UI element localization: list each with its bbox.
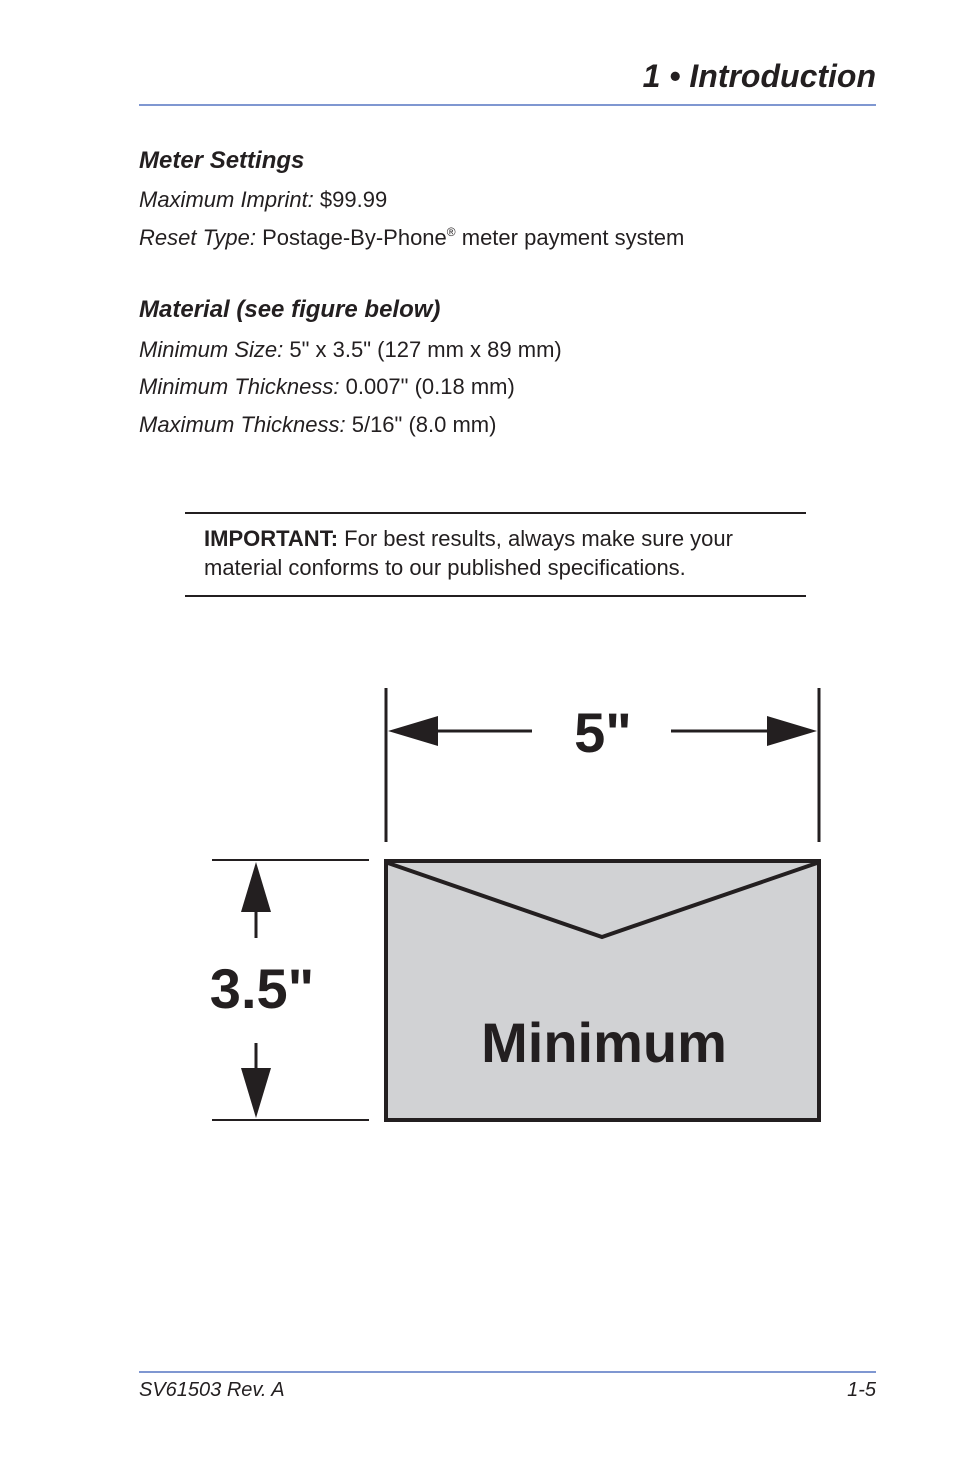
reset-type-value: Postage-By-Phone: [262, 225, 447, 250]
height-arrow-down-icon: [241, 1068, 271, 1118]
height-arrow-up-icon: [241, 862, 271, 912]
height-label: 3.5": [209, 957, 315, 1020]
important-body: For best results, always make sure your material conforms to our published specifications.: [204, 526, 733, 580]
width-arrow-left-icon: [388, 716, 438, 746]
reset-type-label: Reset Type:: [139, 225, 256, 250]
footer-page-number: 1-5: [847, 1379, 876, 1401]
envelope-label: Minimum: [481, 1011, 727, 1074]
max-thickness-label: Maximum Thickness:: [139, 412, 346, 437]
max-imprint-value: $99.99: [319, 187, 388, 212]
max-imprint-label: Maximum Imprint:: [139, 187, 314, 212]
registered-mark: ®: [446, 225, 456, 239]
meter-settings-heading: Meter Settings: [139, 147, 305, 174]
material-heading: Material (see figure below): [139, 296, 441, 323]
reset-type-suffix: meter payment system: [461, 225, 685, 250]
min-thickness-value: 0.007" (0.18 mm): [345, 374, 515, 399]
max-thickness-value: 5/16" (8.0 mm): [351, 412, 497, 437]
min-thickness-label: Minimum Thickness:: [139, 374, 340, 399]
footer-doc-id: SV61503 Rev. A: [139, 1379, 285, 1401]
page-header-title: 1 • Introduction: [642, 58, 876, 94]
min-size-label: Minimum Size:: [139, 337, 284, 362]
footer-divider: [139, 1371, 876, 1373]
envelope: [386, 861, 819, 1120]
important-label: IMPORTANT:: [204, 526, 339, 551]
width-label: 5": [574, 701, 632, 764]
width-arrow-right-icon: [767, 716, 817, 746]
min-size-value: 5" x 3.5" (127 mm x 89 mm): [289, 337, 562, 362]
